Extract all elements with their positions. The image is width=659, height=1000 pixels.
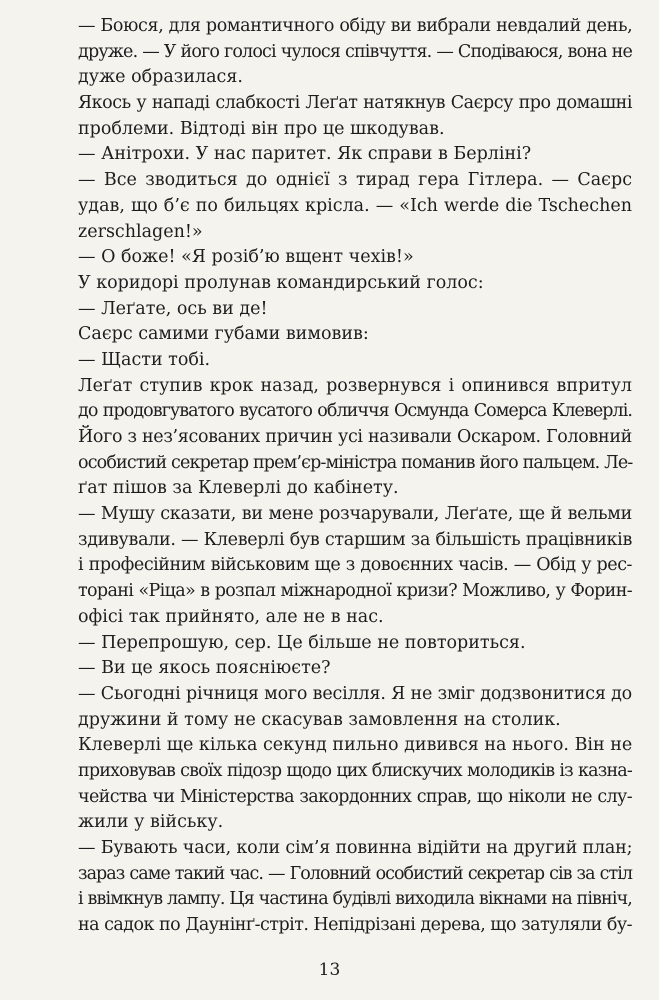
text-line: Якось у нападі слабкості Леґат натякнув Саєрсу про домашні xyxy=(78,93,632,114)
text-line: У коридорі пролунав командирський голос: xyxy=(78,272,484,293)
text-line: торані «Ріца» в розпал міжнародної кризи? Можливо, у Форин- xyxy=(78,581,632,602)
text-line: приховував своїх підозр щодо цих блискучих молодиків із казна- xyxy=(78,760,632,781)
text-line: — Все зводиться до однієї з тирад гера Гітлера. — Саєрс xyxy=(78,170,632,191)
text-line: — Леґате, ось ви де! xyxy=(78,298,268,319)
text-line: Саєрс самими губами вимовив: xyxy=(78,324,369,345)
text-line: — Сьогодні річниця мого весілля. Я не зміг додзвонитися до xyxy=(78,683,633,704)
text-line: офісі так прийнято, але не в нас. xyxy=(78,606,384,627)
text-line: і ввімкнув лампу. Ця частина будівлі виходила вікнами на північ, xyxy=(78,889,632,910)
text-line: — Бувають часи, коли сім’я повинна відійти на другий план; xyxy=(78,838,633,858)
text-line: — О боже! «Я розіб’ю вщент чехів!» xyxy=(78,247,414,268)
text-line: друже. — У його голосі чулося співчуття. — Сподіваюся, вона не xyxy=(78,41,632,62)
page-number: 13 xyxy=(318,960,341,980)
text-line: дружини й тому не скасував замовлення на столик. xyxy=(78,709,561,730)
text-line: Його з нез’ясованих причин усі називали Оскаром. Головний xyxy=(78,427,632,447)
text-line: — Перепрошую, сер. Це більше не повториться. xyxy=(78,632,526,653)
text-line: ґат пішов за Клеверлі до кабінету. xyxy=(78,478,399,499)
text-line: жили у війську. xyxy=(78,812,224,833)
text-line: чейства чи Міністерства закордонних справ, що ніколи не слу- xyxy=(78,786,632,807)
text-line: Леґат ступив крок назад, розвернувся і опинився впритул xyxy=(78,375,632,396)
body-text xyxy=(78,14,632,939)
text-line: — Анітрохи. У нас паритет. Як справи в Берліні? xyxy=(78,144,532,165)
text-line: до продовгуватого вусатого обличчя Осмунда Сомерса Клеверлі. xyxy=(78,401,632,422)
text-line: — Боюся, для романтичного обіду ви вибрали невдалий день, xyxy=(78,16,633,36)
text-line: на садок по Даунінґ-стріт. Непідрізані дерева, що затуляли бу- xyxy=(78,915,632,936)
text-line: проблеми. Відтоді він про це шкодував. xyxy=(78,118,445,139)
text-line: — Щасти тобі. xyxy=(78,349,211,370)
text-line: zerschlagen!» xyxy=(78,221,203,242)
text-line: особистий секретар прем’єр-міністра поманив його пальцем. Ле- xyxy=(78,452,633,473)
text-line: — Ви це якось поясніюєте? xyxy=(78,658,331,679)
text-line: зараз саме такий час. — Головний особистий секретар сів за стіл xyxy=(78,863,632,884)
text-line: дуже образилася. xyxy=(78,67,243,88)
text-line: і професійним військовим ще з довоєнних часів. — Обід у рес- xyxy=(78,555,632,576)
text-line: — Мушу сказати, ви мене розчарували, Леґате, ще й вельми xyxy=(78,504,632,525)
text-line: здивували. — Клеверлі був старшим за більшість працівників xyxy=(78,529,632,550)
text-line: удав, що б’є по бильцях крісла. — «Ich werde die Tschechen xyxy=(78,195,632,216)
text-line: Клеверлі ще кілька секунд пильно дивився на нього. Він не xyxy=(78,735,633,756)
